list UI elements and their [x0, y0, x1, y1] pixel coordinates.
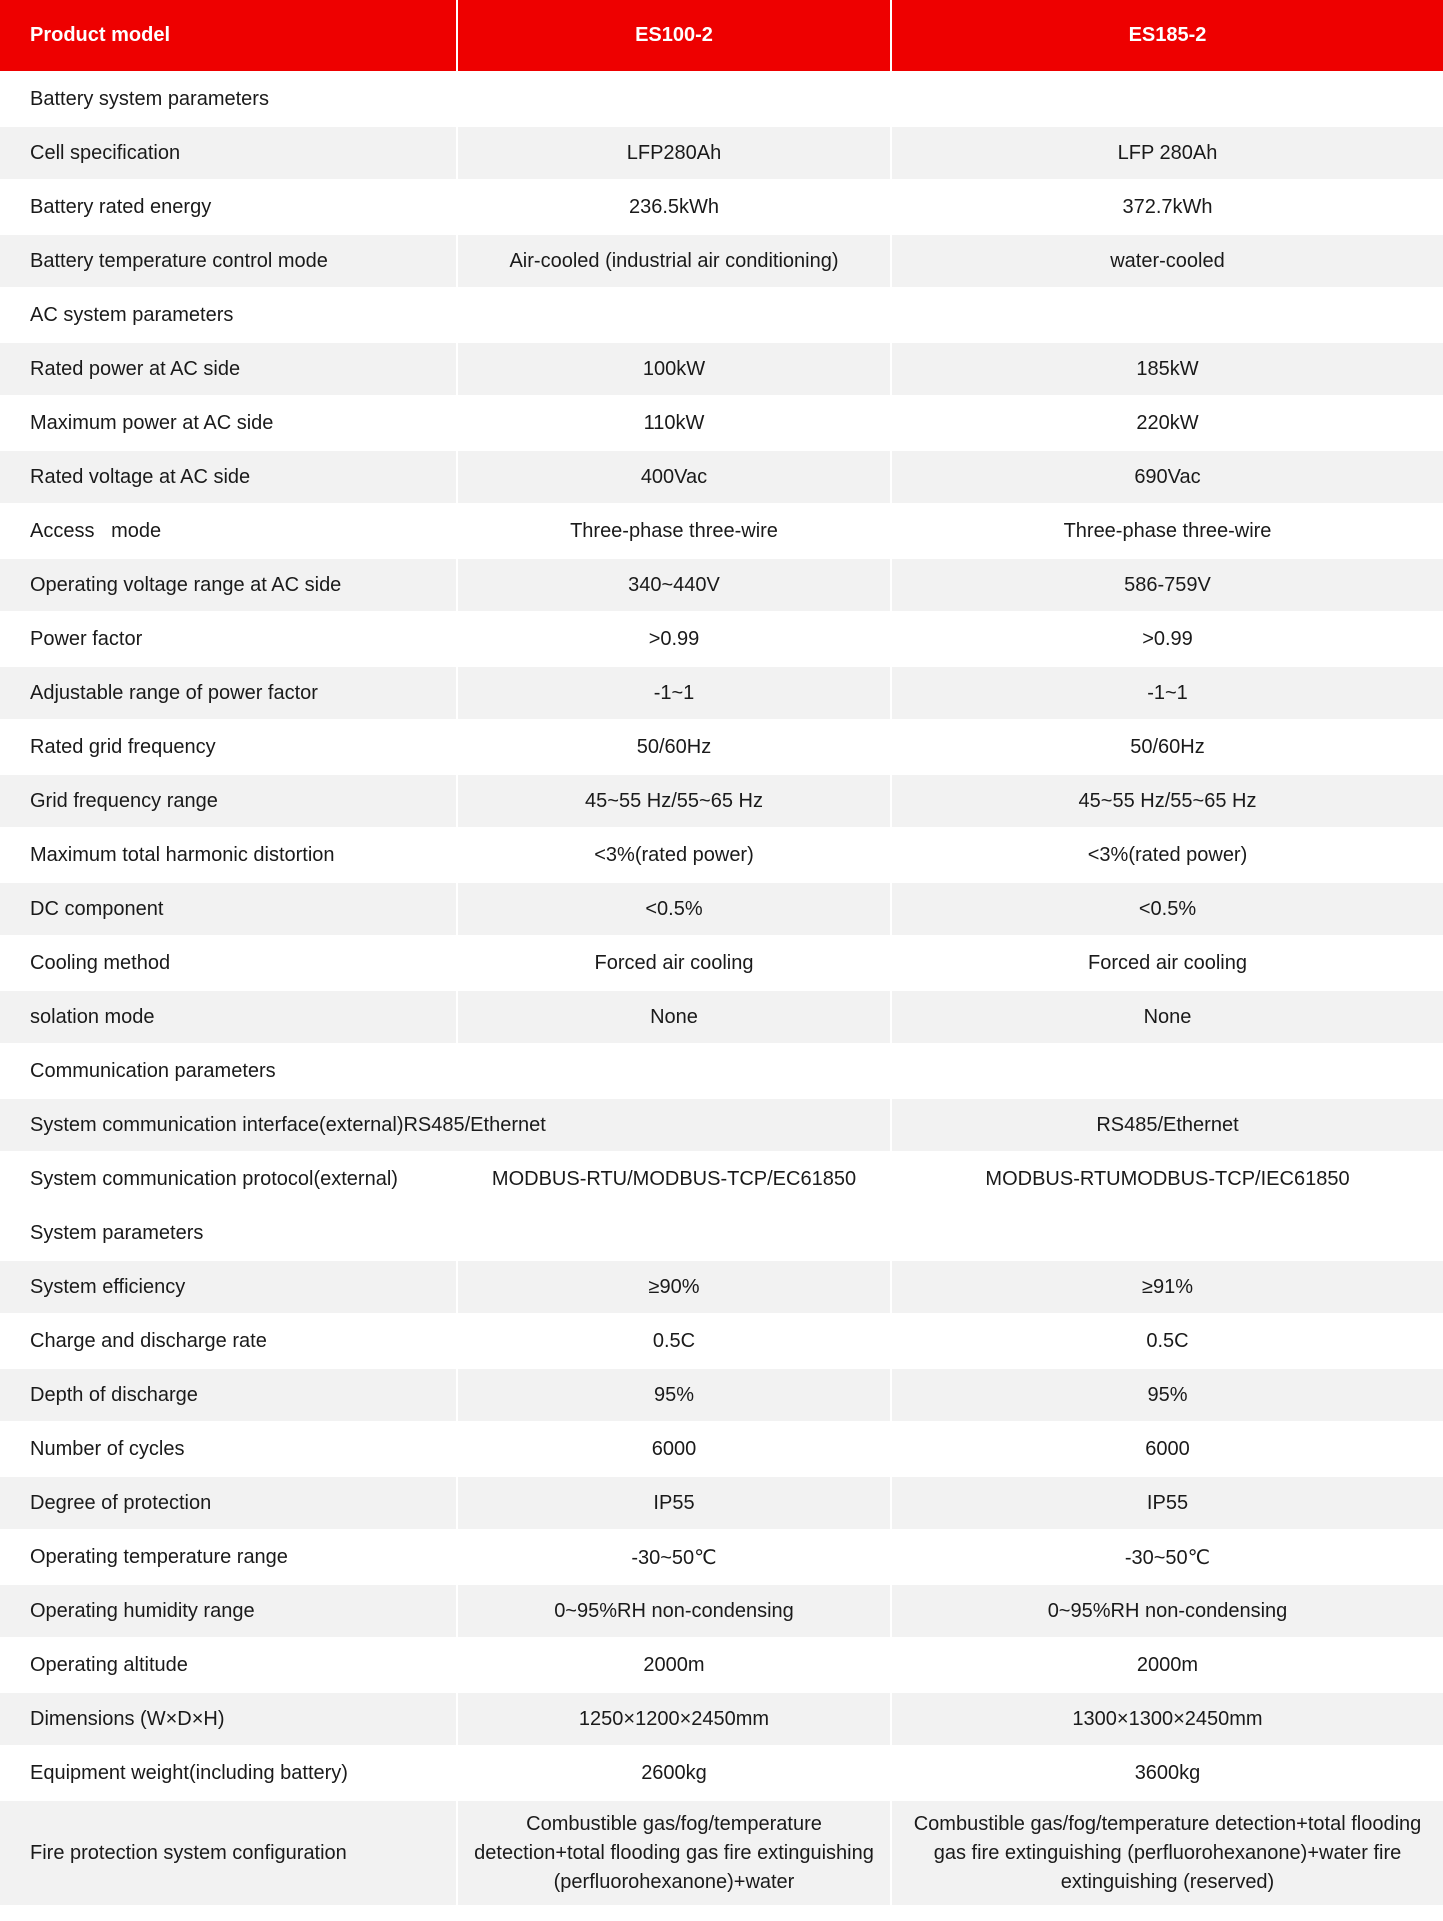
table-row — [0, 1476, 1443, 1530]
table-row — [0, 1746, 1443, 1800]
value-es100-2: 1250×1200×2450mm — [457, 1692, 891, 1746]
value-es100-2: 95% — [457, 1368, 891, 1422]
header-product-model: Product model — [0, 0, 457, 72]
row-label: System communication interface(external)RS485/Ethernet — [0, 1098, 891, 1152]
value-es100-2: <3%(rated power) — [457, 828, 891, 882]
table-row — [0, 612, 1443, 666]
value-es185-2: RS485/Ethernet — [891, 1098, 1443, 1152]
table-row — [0, 936, 1443, 990]
table-row — [0, 1152, 1443, 1206]
value-es100-2: IP55 — [457, 1476, 891, 1530]
section-heading: Battery system parameters — [0, 72, 1443, 126]
table-row — [0, 1314, 1443, 1368]
row-label: Dimensions (W×D×H) — [0, 1692, 457, 1746]
row-label: Depth of discharge — [0, 1368, 457, 1422]
value-es185-2: 45~55 Hz/55~65 Hz — [891, 774, 1443, 828]
table-row — [0, 1530, 1443, 1584]
value-es185-2: -1~1 — [891, 666, 1443, 720]
row-label: Maximum total harmonic distortion — [0, 828, 457, 882]
value-es185-2: LFP 280Ah — [891, 126, 1443, 180]
row-label: Power factor — [0, 612, 457, 666]
row-label: Access mode — [0, 504, 457, 558]
row-label: Charge and discharge rate — [0, 1314, 457, 1368]
section-row — [0, 1206, 1443, 1260]
row-label: Battery rated energy — [0, 180, 457, 234]
row-label: Operating voltage range at AC side — [0, 558, 457, 612]
row-label: Cell specification — [0, 126, 457, 180]
value-es185-2: ≥91% — [891, 1260, 1443, 1314]
value-es185-2: -30~50℃ — [891, 1530, 1443, 1584]
value-es185-2: Three-phase three-wire — [891, 504, 1443, 558]
value-es100-2: 110kW — [457, 396, 891, 450]
value-es100-2: 2600kg — [457, 1746, 891, 1800]
row-label: Fire protection system configuration — [0, 1800, 457, 1905]
table-row — [0, 342, 1443, 396]
row-label: Maximum power at AC side — [0, 396, 457, 450]
section-row — [0, 288, 1443, 342]
value-es185-2: IP55 — [891, 1476, 1443, 1530]
row-label: Operating humidity range — [0, 1584, 457, 1638]
row-label: Number of cycles — [0, 1422, 457, 1476]
section-heading: AC system parameters — [0, 288, 1443, 342]
value-es100-2: Air-cooled (industrial air conditioning) — [457, 234, 891, 288]
value-es100-2: >0.99 — [457, 612, 891, 666]
value-es185-2: None — [891, 990, 1443, 1044]
table-row — [0, 1692, 1443, 1746]
header-model-es185-2: ES185-2 — [891, 0, 1443, 72]
value-es185-2: 6000 — [891, 1422, 1443, 1476]
value-es185-2: 372.7kWh — [891, 180, 1443, 234]
value-es100-2: Combustible gas/fog/temperature detection+total flooding gas fire extinguishing (perfluorohexanone)+water — [457, 1800, 891, 1905]
value-es185-2: 2000m — [891, 1638, 1443, 1692]
value-es185-2: <3%(rated power) — [891, 828, 1443, 882]
value-es185-2: 220kW — [891, 396, 1443, 450]
table-row — [0, 180, 1443, 234]
value-es100-2: 50/60Hz — [457, 720, 891, 774]
value-es100-2: 340~440V — [457, 558, 891, 612]
row-label: Rated voltage at AC side — [0, 450, 457, 504]
row-label: Rated grid frequency — [0, 720, 457, 774]
value-es100-2: 236.5kWh — [457, 180, 891, 234]
row-label: DC component — [0, 882, 457, 936]
row-label: System communication protocol(external) — [0, 1152, 457, 1206]
value-es185-2: >0.99 — [891, 612, 1443, 666]
value-es100-2: LFP280Ah — [457, 126, 891, 180]
section-heading: Communication parameters — [0, 1044, 1443, 1098]
table-row — [0, 504, 1443, 558]
table-row — [0, 720, 1443, 774]
value-es100-2: 0~95%RH non-condensing — [457, 1584, 891, 1638]
table-row — [0, 1638, 1443, 1692]
row-label: Degree of protection — [0, 1476, 457, 1530]
table-row — [0, 126, 1443, 180]
row-label: Equipment weight(including battery) — [0, 1746, 457, 1800]
value-es185-2: 690Vac — [891, 450, 1443, 504]
value-es185-2: 0~95%RH non-condensing — [891, 1584, 1443, 1638]
value-es100-2: 2000m — [457, 1638, 891, 1692]
value-es185-2: <0.5% — [891, 882, 1443, 936]
section-heading: System parameters — [0, 1206, 1443, 1260]
value-es100-2: <0.5% — [457, 882, 891, 936]
table-header — [0, 0, 1443, 72]
value-es100-2: 45~55 Hz/55~65 Hz — [457, 774, 891, 828]
header-model-es100-2: ES100-2 — [457, 0, 891, 72]
table-row — [0, 828, 1443, 882]
table-row — [0, 666, 1443, 720]
table-row — [0, 1422, 1443, 1476]
table-row — [0, 1368, 1443, 1422]
section-row — [0, 1044, 1443, 1098]
value-es185-2: 3600kg — [891, 1746, 1443, 1800]
value-es100-2: ≥90% — [457, 1260, 891, 1314]
row-label: Adjustable range of power factor — [0, 666, 457, 720]
value-es185-2: 185kW — [891, 342, 1443, 396]
table-row — [0, 1260, 1443, 1314]
value-es185-2: 0.5C — [891, 1314, 1443, 1368]
value-es100-2: 400Vac — [457, 450, 891, 504]
table-row — [0, 882, 1443, 936]
value-es185-2: Combustible gas/fog/temperature detection+total flooding gas fire extinguishing (perfluorohexanone)+water fire extinguishing (reserved) — [891, 1800, 1443, 1905]
value-es185-2: Forced air cooling — [891, 936, 1443, 990]
table-body — [0, 72, 1443, 1905]
section-row — [0, 72, 1443, 126]
row-label: Cooling method — [0, 936, 457, 990]
value-es100-2: 6000 — [457, 1422, 891, 1476]
table-row — [0, 1800, 1443, 1905]
row-label: Operating altitude — [0, 1638, 457, 1692]
row-label: Grid frequency range — [0, 774, 457, 828]
row-label: Battery temperature control mode — [0, 234, 457, 288]
value-es185-2: 50/60Hz — [891, 720, 1443, 774]
value-es185-2: 586-759V — [891, 558, 1443, 612]
table-row — [0, 1584, 1443, 1638]
table-row — [0, 774, 1443, 828]
table-row — [0, 1098, 1443, 1152]
table-row — [0, 558, 1443, 612]
row-label: Operating temperature range — [0, 1530, 457, 1584]
value-es100-2: Forced air cooling — [457, 936, 891, 990]
table-row — [0, 234, 1443, 288]
value-es100-2: Three-phase three-wire — [457, 504, 891, 558]
header-row — [0, 0, 1443, 72]
value-es100-2: None — [457, 990, 891, 1044]
value-es185-2: 95% — [891, 1368, 1443, 1422]
row-label: Rated power at AC side — [0, 342, 457, 396]
value-es100-2: 0.5C — [457, 1314, 891, 1368]
row-label: System efficiency — [0, 1260, 457, 1314]
value-es185-2: 1300×1300×2450mm — [891, 1692, 1443, 1746]
value-es100-2: MODBUS-RTU/MODBUS-TCP/EC61850 — [457, 1152, 891, 1206]
value-es185-2: water-cooled — [891, 234, 1443, 288]
row-label: solation mode — [0, 990, 457, 1044]
table-row — [0, 990, 1443, 1044]
value-es100-2: 100kW — [457, 342, 891, 396]
value-es100-2: -30~50℃ — [457, 1530, 891, 1584]
value-es100-2: -1~1 — [457, 666, 891, 720]
table-row — [0, 450, 1443, 504]
value-es185-2: MODBUS-RTUMODBUS-TCP/IEC61850 — [891, 1152, 1443, 1206]
table-row — [0, 396, 1443, 450]
